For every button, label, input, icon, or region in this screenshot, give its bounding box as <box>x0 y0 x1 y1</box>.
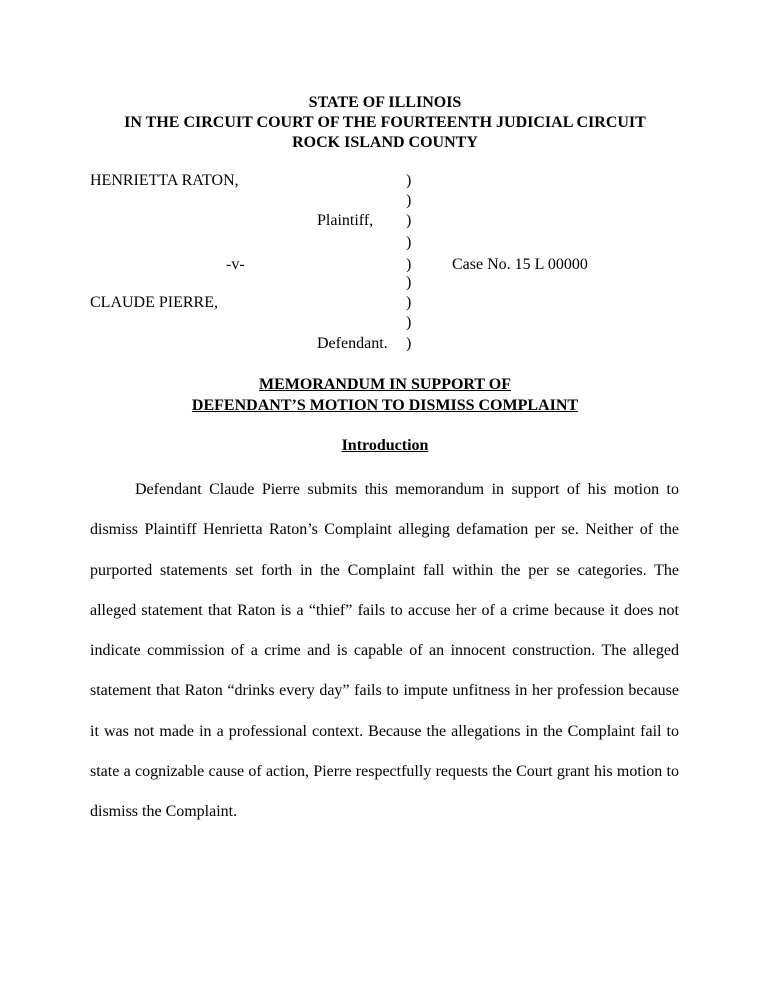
caption-paren: ) <box>406 314 412 331</box>
caption-paren: ) <box>406 212 412 229</box>
court-county: ROCK ISLAND COUNTY <box>292 134 478 151</box>
caption-paren: ) <box>406 294 412 311</box>
caption-paren: ) <box>406 172 412 189</box>
court-state: STATE OF ILLINOIS <box>308 94 462 111</box>
court-name: IN THE CIRCUIT COURT OF THE FOURTEENTH JUDICIAL CIRCUIT <box>124 114 646 131</box>
caption-paren: ) <box>406 256 412 273</box>
caption-paren: ) <box>406 192 412 209</box>
caption-paren: ) <box>406 335 412 352</box>
memorandum-title-line1: MEMORANDUM IN SUPPORT OF <box>258 376 511 393</box>
defendant-label: Defendant. <box>317 335 388 352</box>
caption-paren: ) <box>406 274 412 291</box>
versus: -v- <box>226 256 245 273</box>
case-number: Case No. 15 L 00000 <box>452 256 588 273</box>
memorandum-title-line2: DEFENDANT’S MOTION TO DISMISS COMPLAINT <box>191 397 579 414</box>
plaintiff-label: Plaintiff, <box>317 212 374 229</box>
introduction-paragraph: Defendant Claude Pierre submits this memorandum in support of his motion to dismiss Plaintiff Henrietta Raton’s Complaint alleging defamation per se. Neither of the purported statements set forth in the Complaint fall within the per se categories. The alleged statement that Raton is a “thief” fails to accuse her of a crime because it does not indicate commission of a crime and is capable of an innocent construction. The alleged statement that Raton “drinks every day” fails to impute unfitness in her profession because it was not made in a professional context. Because the allegations in the Complaint fail to state a cognizable cause of action, Pierre respectfully requests the Court grant his motion to dismiss the Complaint. <box>90 481 679 821</box>
plaintiff-name: HENRIETTA RATON, <box>90 172 239 189</box>
caption-paren: ) <box>406 234 412 251</box>
defendant-name: CLAUDE PIERRE, <box>90 294 218 311</box>
section-heading-introduction: Introduction <box>341 437 429 454</box>
